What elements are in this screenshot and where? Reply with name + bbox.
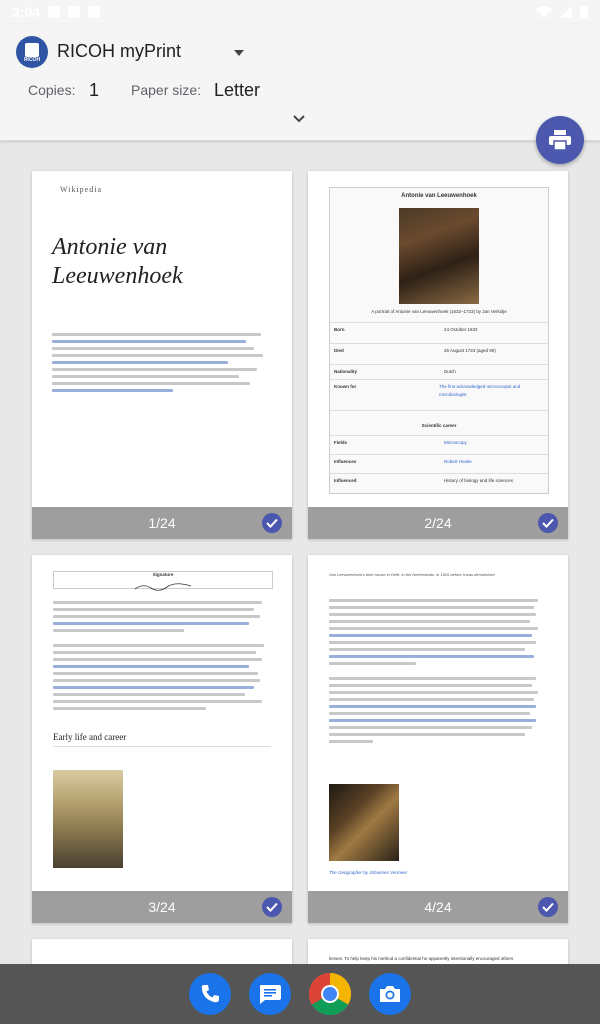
article-text	[329, 595, 547, 747]
image-caption: The Geographer by Johannes Vermeer	[329, 870, 408, 875]
check-icon[interactable]	[538, 897, 558, 917]
portrait-image	[399, 208, 479, 304]
article-title: Antonie van Leeuwenhoek	[52, 234, 183, 289]
chrome-icon[interactable]	[309, 973, 351, 1015]
expand-icon[interactable]	[292, 114, 306, 124]
check-icon[interactable]	[538, 513, 558, 533]
status-bar	[0, 0, 600, 24]
infobox-rows: Born 24 October 1632 Died 26 August 1723 (aged 90) Nationality Dutch Known for The first acknowledged microscopist and microbiologist Scientific career Fields Microscopy Influences Robert Hooke Influenced History of biology and life sciences	[330, 322, 548, 500]
page-content	[32, 171, 292, 507]
article-text	[53, 597, 271, 714]
notification-icon	[48, 6, 60, 18]
page-content	[308, 555, 568, 891]
paper-size-label: Paper size:	[131, 82, 202, 98]
page-number: 3/24	[148, 899, 176, 915]
infobox-title: Antonie van Leeuwenhoek	[401, 193, 477, 199]
section-heading: Early life and career	[53, 732, 127, 742]
portrait-caption: A portrait of Antonie van Leeuwenhoek (1632–1723) by Jan Verkolje	[371, 309, 507, 314]
page-preview[interactable]	[308, 555, 568, 923]
page-footer	[308, 507, 568, 539]
app-logo-icon: RICOH	[16, 36, 48, 68]
print-button[interactable]	[536, 116, 584, 164]
app-dock	[0, 964, 600, 1024]
birth-house-image	[53, 770, 123, 868]
page-content	[32, 555, 292, 891]
wifi-icon	[536, 6, 552, 18]
signature-box: Signature	[53, 571, 273, 589]
check-icon[interactable]	[262, 513, 282, 533]
print-header	[0, 24, 600, 141]
geographer-image	[329, 784, 399, 861]
camera-icon[interactable]	[369, 973, 411, 1015]
messages-icon[interactable]	[249, 973, 291, 1015]
image-caption: Van Leeuwenhoek's birth house in Delft, in the Netherlands, in 1926 before it was demolished	[329, 572, 495, 577]
page-preview[interactable]	[308, 171, 568, 539]
page-preview[interactable]	[32, 171, 292, 539]
page-number: 4/24	[424, 899, 452, 915]
page-footer	[308, 891, 568, 923]
copies-input[interactable]: 1	[89, 80, 100, 100]
battery-icon	[580, 5, 588, 19]
notification-icon	[88, 6, 100, 18]
dropdown-icon[interactable]	[234, 50, 244, 56]
page-number: 2/24	[424, 515, 452, 531]
page-content	[308, 171, 568, 507]
wikipedia-logo: Wikipedia	[60, 185, 102, 194]
check-icon[interactable]	[262, 897, 282, 917]
page-footer	[32, 507, 292, 539]
signal-icon	[560, 6, 572, 18]
article-intro	[52, 329, 272, 396]
phone-icon[interactable]	[189, 973, 231, 1015]
printer-selector[interactable]: RICOH myPrint	[57, 41, 182, 61]
page-number: 1/24	[148, 515, 176, 531]
paper-size-select[interactable]: Letter	[214, 80, 261, 100]
status-time: 3:04	[12, 4, 41, 20]
copies-label: Copies:	[28, 82, 76, 98]
page-preview[interactable]	[32, 555, 292, 923]
page-footer	[32, 891, 292, 923]
notification-icon	[68, 6, 80, 18]
page-peek-text: lenses. To help keep his method a confidential he apparently intentionally encouraged others	[329, 956, 514, 961]
print-icon	[549, 130, 571, 150]
infobox	[329, 187, 549, 494]
